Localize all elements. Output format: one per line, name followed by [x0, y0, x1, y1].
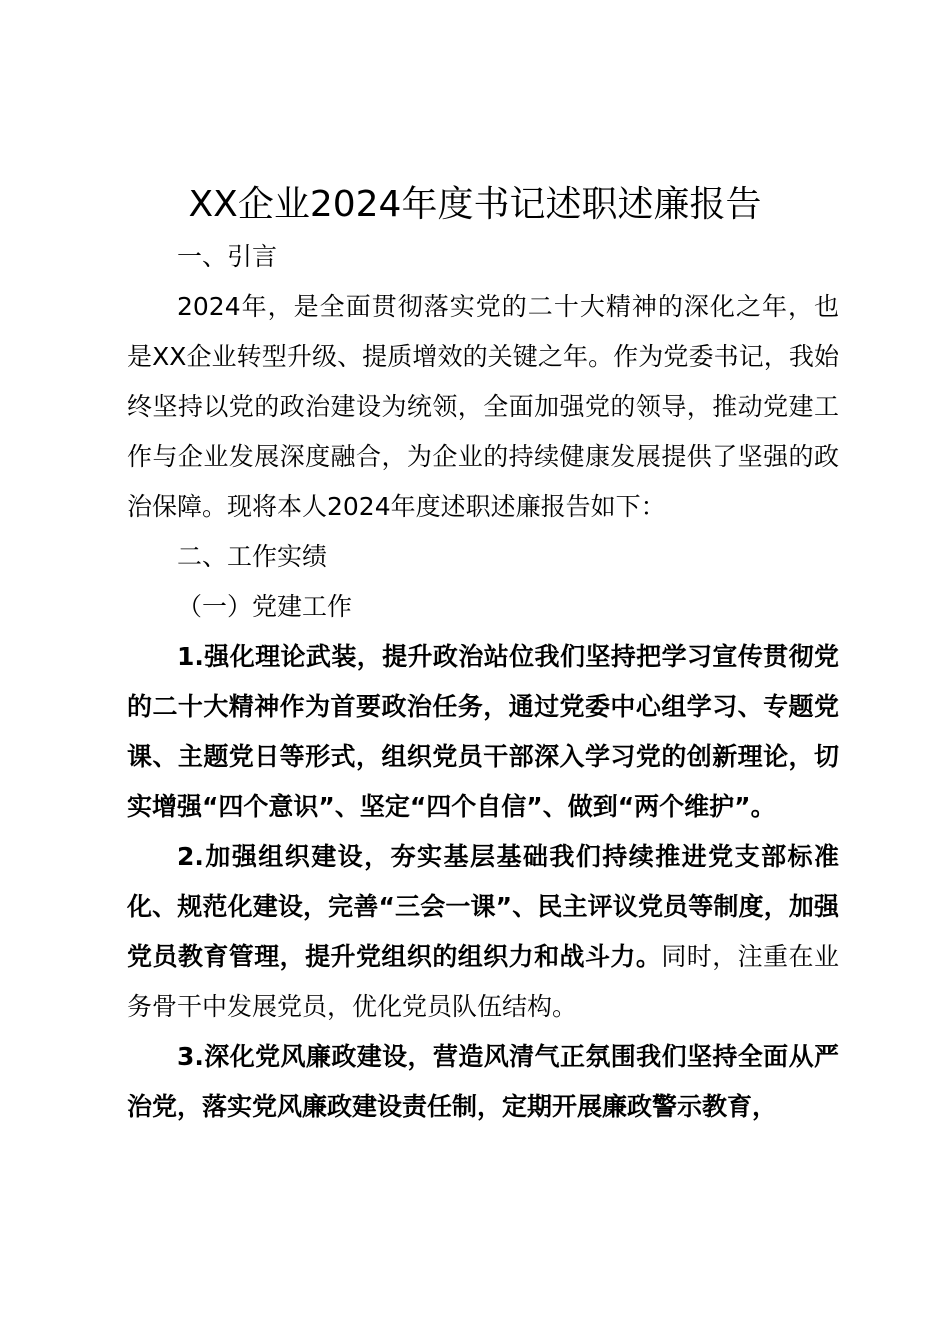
item-2-normal-text: 同时，注重在业务骨干中发展党员，优化党员队伍结构。 [127, 942, 839, 1021]
item-2-bold-text: 2.加强组织建设，夯实基层基础我们持续推进党支部标准化、规范化建设，完善“三会一课”、民主评议党员等制度，加强党员教育管理，提升党组织的组织力和战斗力。 [127, 842, 839, 971]
item-3-paragraph: 3.深化党风廉政建设，营造风清气正氛围我们坚持全面从严治党，落实党风廉政建设责任制，定期开展廉政警示教育， [127, 1042, 839, 1121]
document-title: XX企业2024年度书记述职述廉报告 [188, 184, 762, 225]
introduction-paragraph: 2024年，是全面贯彻落实党的二十大精神的深化之年，也是XX企业转型升级、提质增效的关键之年。作为党委书记，我始终坚持以党的政治建设为统领，全面加强党的领导，推动党建工作与企业发展深度融合，为企业的持续健康发展提供了坚强的政治保障。现将本人2024年度述职述廉报告如下： [127, 292, 839, 521]
item-2-paragraph [127, 832, 839, 1032]
section-heading-introduction: 一、引言 [177, 242, 278, 271]
item-1-paragraph: 1.强化理论武装，提升政治站位我们坚持把学习宣传贯彻党的二十大精神作为首要政治任务，通过党委中心组学习、专题党课、主题党日等形式，组织党员干部深入学习党的创新理论，切实增强“四个意识”、坚定“四个自信”、做到“两个维护”。 [127, 642, 839, 821]
subheading-party-building: （一）党建工作 [177, 592, 353, 621]
section-heading-achievements: 二、工作实绩 [177, 542, 328, 571]
document-body [127, 232, 839, 1132]
